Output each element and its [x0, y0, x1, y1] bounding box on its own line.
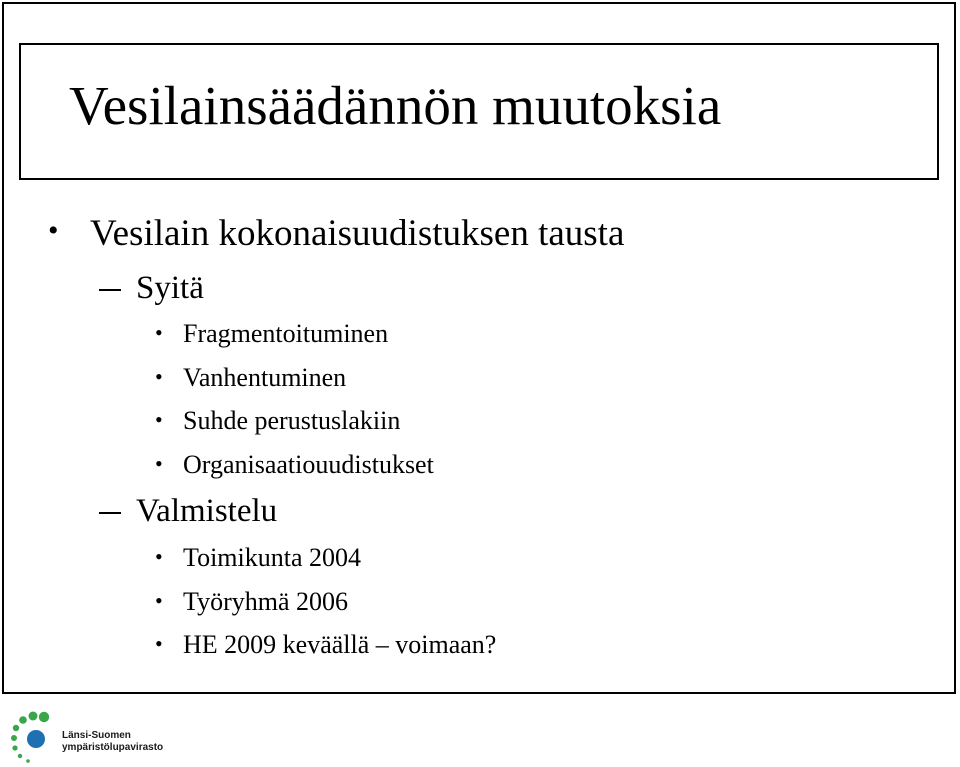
list-item: Työryhmä 2006 [183, 587, 348, 616]
bullet-dot: • [155, 364, 163, 389]
logo-dot-icon [26, 759, 30, 763]
list-item: Fragmentoituminen [183, 319, 389, 348]
slide-title: Vesilainsäädännön muutoksia [69, 75, 722, 136]
bullet-dot: • [155, 631, 163, 656]
bullet-background: Vesilain kokonaisuudistuksen tausta [90, 213, 625, 254]
bullet-dot: • [155, 407, 163, 432]
logo-dot-icon [18, 754, 22, 758]
logo-center-dot-icon [27, 730, 45, 748]
agency-name-line1: Länsi-Suomen [62, 730, 131, 741]
section-heading-reasons: Syitä [136, 270, 204, 306]
bullet-dot: • [155, 451, 163, 476]
list-item: Toimikunta 2004 [183, 543, 362, 572]
list-item: Vanhentuminen [183, 363, 347, 392]
agency-name-line2: ympäristölupavirasto [62, 742, 164, 753]
logo-dot-icon [12, 745, 17, 750]
logo-dot-icon [29, 712, 38, 721]
list-item: Suhde perustuslakiin [183, 406, 401, 435]
section-heading-preparation: Valmistelu [136, 493, 278, 529]
logo-dot-icon [13, 725, 19, 731]
dash-marker [99, 289, 121, 291]
list-item: HE 2009 keväällä – voimaan? [183, 630, 497, 659]
bullet-dot: • [155, 588, 163, 613]
bullet-dot: • [48, 214, 59, 247]
bullet-dot: • [155, 544, 163, 569]
logo-dot-icon [11, 735, 17, 741]
logo-dot-icon [19, 716, 27, 724]
bullet-dot: • [155, 320, 163, 345]
dash-marker [99, 512, 121, 514]
list-item: Organisaatiouudistukset [183, 450, 434, 479]
agency-name [62, 730, 163, 754]
logo-dot-icon [39, 712, 49, 722]
